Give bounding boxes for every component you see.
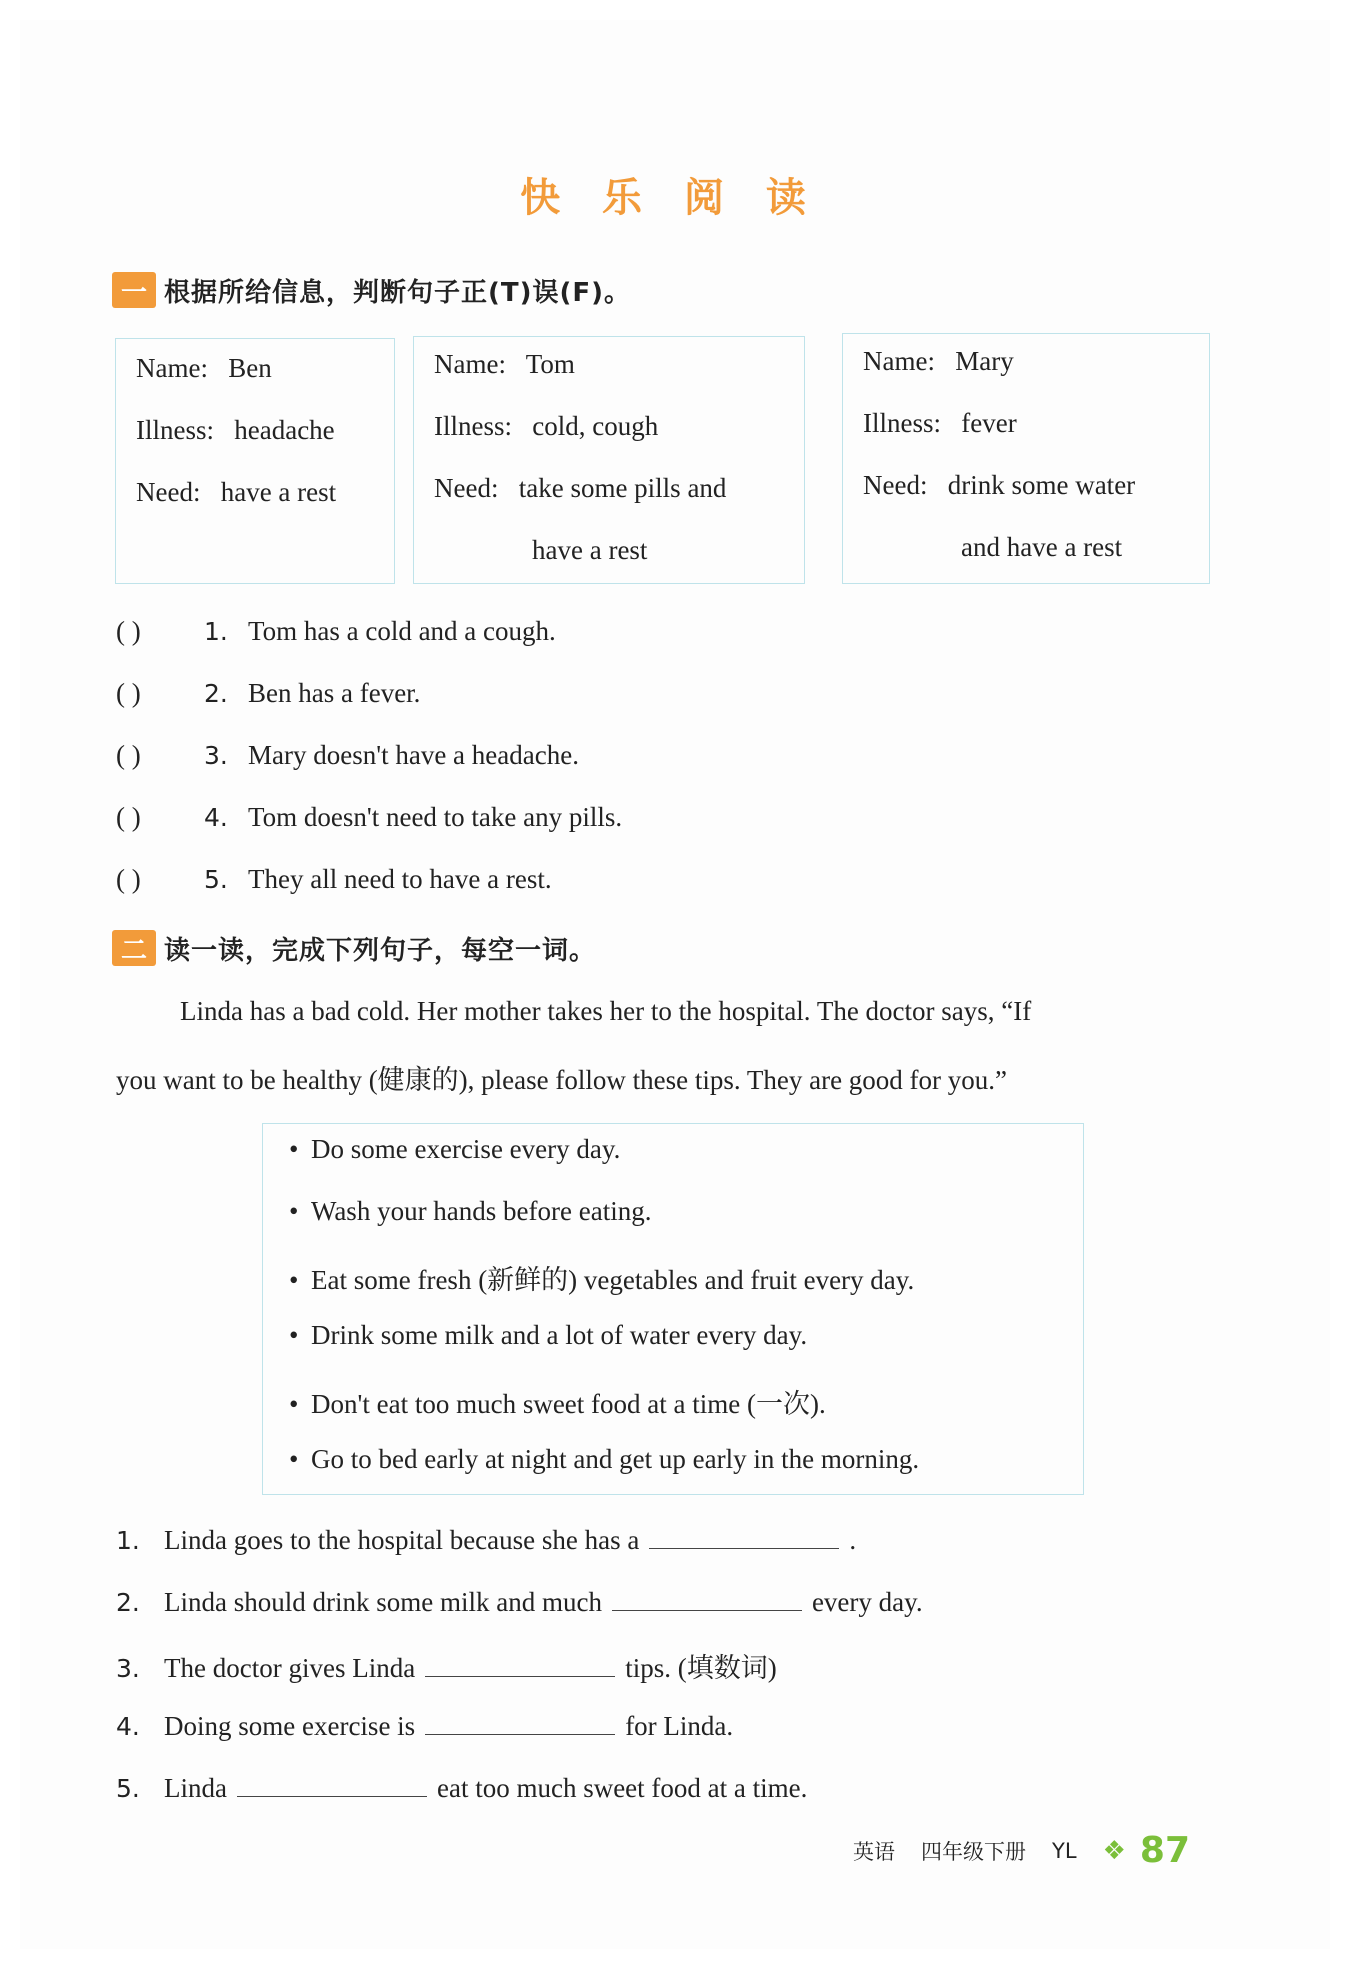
need-value-continued: and have a rest [961,532,1123,562]
bullet: • [289,1196,299,1226]
tip-item [289,1444,919,1475]
illness-value: fever [961,408,1017,438]
tip-text: Drink some milk and a lot of water every day. [311,1320,808,1350]
tf-question [116,802,622,833]
section-1-instruction: 根据所给信息，判断句子正(T)误(F)。 [164,277,632,308]
fill-sentence [116,1646,777,1685]
sentence-number: 2. [116,1588,140,1617]
bullet: • [289,1134,299,1164]
section-2-instruction: 读一读，完成下列句子，每空一词。 [164,935,597,966]
fill-sentence [116,1522,856,1556]
illness-value: cold, cough [532,411,659,441]
sentence-number: 4. [116,1712,140,1741]
page [20,20,1330,1949]
footer-subject: 英语 [853,1839,896,1864]
sentence-before: Linda should drink some milk and much [164,1587,602,1617]
section-1-badge: 一 [112,272,156,308]
sentence-number: 3. [116,1654,140,1683]
sentence-number: 5. [116,1774,140,1803]
bullet: • [289,1444,299,1474]
card-illness-row [434,411,658,442]
card-illness-row [863,408,1017,439]
illness-value: headache [234,415,335,445]
sentence-before: The doctor gives Linda [164,1653,416,1683]
tip-text: Eat some fresh (新鲜的) vegetables and fruit every day. [311,1265,915,1295]
card-need-row [136,477,336,508]
sentence-after: eat too much sweet food at a time. [436,1773,808,1803]
need-value-continued: have a rest [532,535,648,565]
tf-question [116,678,420,709]
question-text: Ben has a fever. [248,678,421,708]
tip-text: Do some exercise every day. [311,1134,621,1164]
footer-grade: 四年级下册 [921,1839,1027,1864]
tf-question [116,740,579,771]
tip-item [289,1196,651,1227]
name-label: Name: [863,346,935,376]
sentence-after: tips. (填数词) [625,1653,777,1683]
need-value: take some pills and [518,473,727,503]
answer-paren[interactable]: ( ) [116,864,141,894]
section-2-header [112,928,596,968]
card-name-row [434,349,575,380]
card-need-row [434,473,726,504]
clover-icon: ❖ [1102,1835,1126,1866]
illness-label: Illness: [863,408,941,438]
sentence-after: . [849,1525,857,1555]
answer-paren[interactable]: ( ) [116,678,141,708]
bullet: • [289,1265,299,1295]
footer-edition: YL [1052,1838,1077,1863]
name-value: Tom [525,349,575,379]
fill-sentence [116,1708,733,1742]
tip-item [289,1382,826,1421]
section-1-header [112,270,631,310]
fill-sentence [116,1770,807,1804]
tips-box [262,1123,1084,1495]
tf-question [116,616,556,647]
answer-blank[interactable] [237,1770,427,1797]
page-title: 快 乐 阅 读 [520,175,820,221]
tip-text: Wash your hands before eating. [311,1196,652,1226]
card-illness-row [136,415,335,446]
info-card-ben [115,338,395,584]
name-value: Ben [228,353,272,383]
illness-label: Illness: [434,411,512,441]
name-label: Name: [434,349,506,379]
tip-item [289,1320,807,1351]
sentence-before: Linda goes to the hospital because she has a [164,1525,640,1555]
tip-text: Go to bed early at night and get up early in the morning. [311,1444,920,1474]
need-value: drink some water [947,470,1136,500]
sentence-before: Linda [164,1773,227,1803]
sentence-before: Doing some exercise is [164,1711,416,1741]
tip-item [289,1134,620,1165]
tip-item [289,1258,914,1297]
page-number: 87 [1139,1830,1190,1871]
illness-label: Illness: [136,415,214,445]
page-footer [827,1830,1190,1871]
question-number: 4. [204,803,228,832]
bullet: • [289,1389,299,1419]
name-label: Name: [136,353,208,383]
answer-blank[interactable] [649,1522,839,1549]
need-label: Need: [136,477,201,507]
question-number: 1. [204,617,228,646]
answer-paren[interactable]: ( ) [116,740,141,770]
section-2-badge: 二 [112,930,156,966]
tip-text: Don't eat too much sweet food at a time (一次). [311,1389,826,1419]
answer-blank[interactable] [425,1708,615,1735]
question-number: 5. [204,865,228,894]
info-card-mary [842,333,1210,584]
sentence-after: every day. [811,1587,923,1617]
need-label: Need: [863,470,928,500]
question-text: Tom doesn't need to take any pills. [248,802,623,832]
name-value: Mary [955,346,1014,376]
need-value: have a rest [220,477,337,507]
tf-question [116,864,552,895]
question-number: 2. [204,679,228,708]
answer-blank[interactable] [425,1650,615,1677]
info-card-tom [413,336,805,584]
answer-paren[interactable]: ( ) [116,616,141,646]
card-need-row [863,470,1135,501]
bullet: • [289,1320,299,1350]
card-name-row [863,346,1014,377]
sentence-number: 1. [116,1526,140,1555]
need-label: Need: [434,473,499,503]
passage-line-2: you want to be healthy (健康的), please follow these tips. They are good for you.” [116,1065,1008,1095]
card-name-row [136,353,272,384]
answer-paren[interactable]: ( ) [116,802,141,832]
answer-blank[interactable] [612,1584,802,1611]
question-text: Tom has a cold and a cough. [248,616,556,646]
passage-line-1: Linda has a bad cold. Her mother takes her to the hospital. The doctor says, “If [180,996,1032,1026]
sentence-after: for Linda. [625,1711,734,1741]
question-text: Mary doesn't have a headache. [248,740,579,770]
question-number: 3. [204,741,228,770]
question-text: They all need to have a rest. [248,864,552,894]
fill-sentence [116,1584,923,1618]
